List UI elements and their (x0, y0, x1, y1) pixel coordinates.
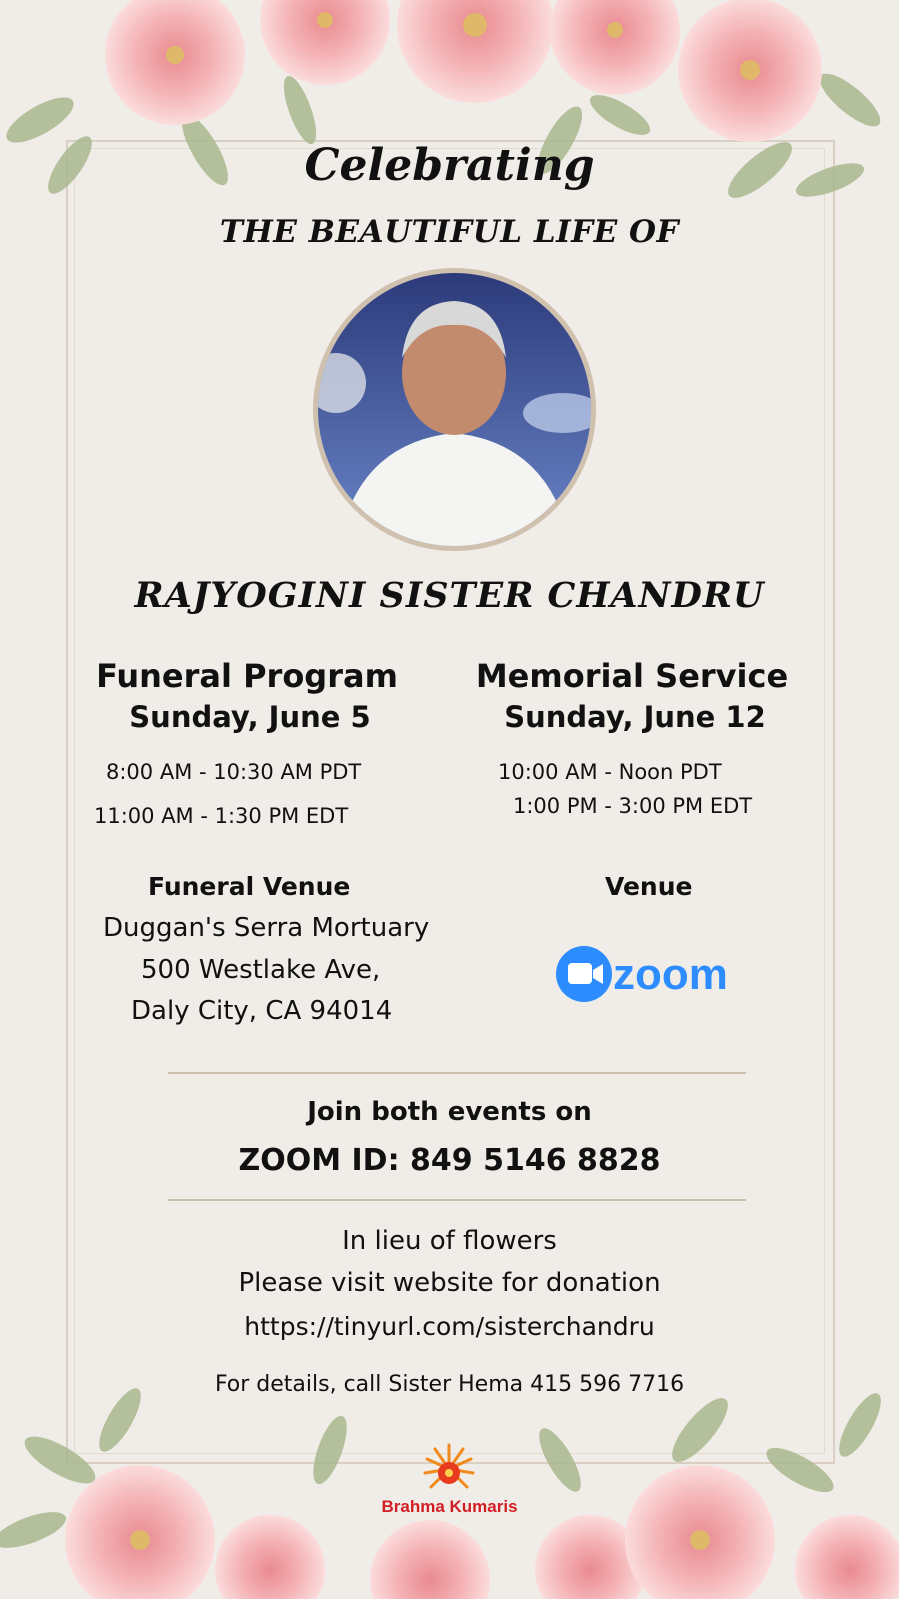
contact-details: For details, call Sister Hema 415 596 7716 (214, 1372, 685, 1397)
funeral-program-title: Funeral Program (96, 657, 398, 695)
brahma-kumaris-wordmark: Brahma Kumaris (381, 1497, 518, 1516)
floral-top-decoration (0, 0, 899, 230)
divider-top (168, 1072, 746, 1074)
zoom-logo (555, 944, 740, 1004)
funeral-time-edt: 11:00 AM - 1:30 PM EDT (94, 804, 349, 828)
memorial-venue-label: Venue (605, 872, 693, 901)
portrait-photo (313, 268, 596, 551)
donation-line-2: Please visit website for donation (238, 1268, 661, 1298)
brahma-kumaris-logo-icon (423, 1443, 475, 1495)
funeral-venue-line-3: Daly City, CA 94014 (131, 996, 393, 1026)
funeral-venue-line-1: Duggan's Serra Mortuary (103, 913, 430, 943)
funeral-program-date: Sunday, June 5 (129, 700, 371, 734)
memorial-time-pdt: 10:00 AM - Noon PDT (498, 760, 722, 784)
memorial-service-date: Sunday, June 12 (504, 700, 766, 734)
divider-bottom (168, 1199, 746, 1201)
memorial-service-title: Memorial Service (475, 657, 789, 695)
join-events-text: Join both events on (307, 1097, 592, 1127)
beautiful-life-subtitle: THE BEAUTIFUL LIFE OF (219, 214, 680, 250)
funeral-venue-label: Funeral Venue (148, 872, 351, 901)
celebrating-heading: Celebrating (304, 140, 595, 191)
memorial-time-edt: 1:00 PM - 3:00 PM EDT (513, 794, 753, 818)
donation-url[interactable]: https://tinyurl.com/sisterchandru (244, 1312, 655, 1341)
zoom-logo-text: zoom (613, 950, 728, 999)
honoree-name: RAJYOGINI SISTER CHANDRU (134, 575, 765, 616)
funeral-venue-line-2: 500 Westlake Ave, (141, 955, 381, 985)
funeral-time-pdt: 8:00 AM - 10:30 AM PDT (106, 760, 362, 784)
zoom-id: ZOOM ID: 849 5146 8828 (238, 1143, 661, 1178)
donation-line-1: In lieu of flowers (342, 1226, 557, 1256)
